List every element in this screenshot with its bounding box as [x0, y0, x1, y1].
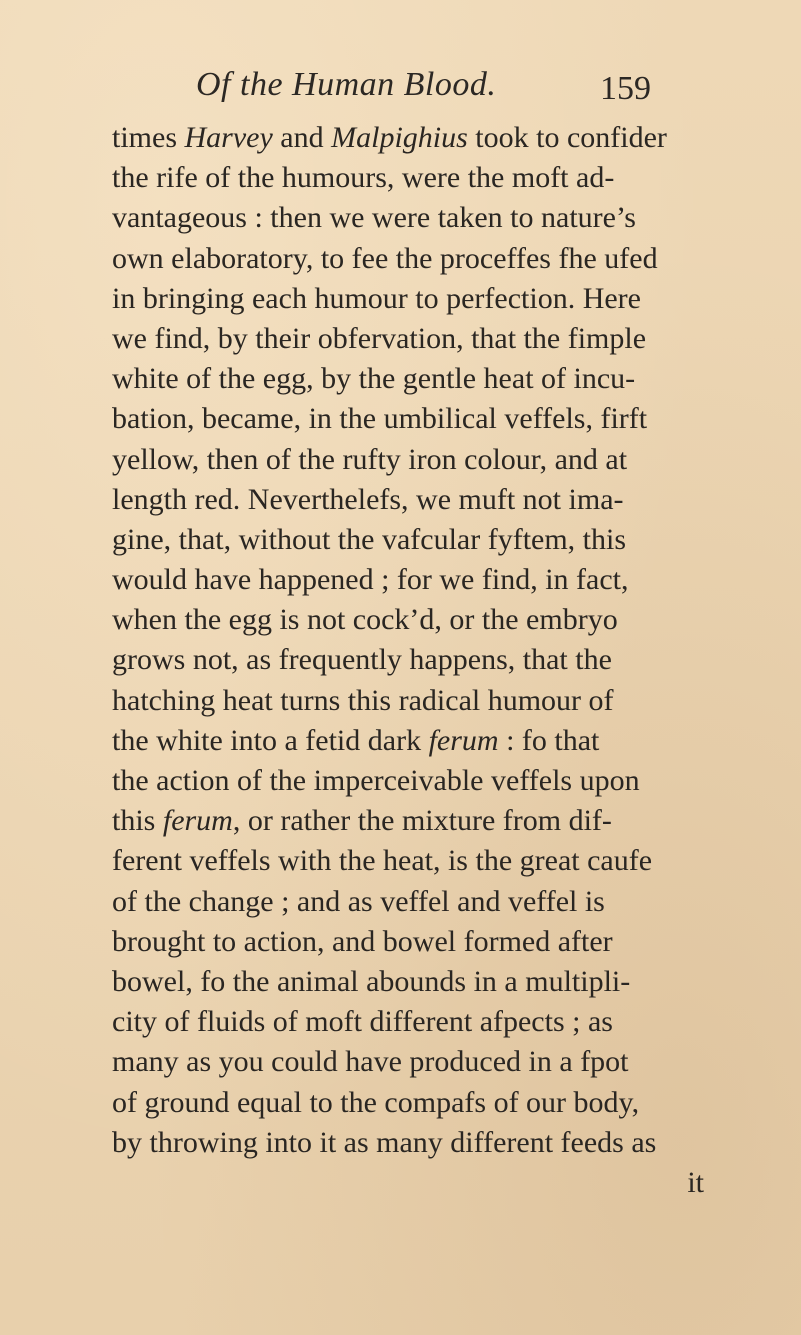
text-run: ferent veffels with the heat, is the great caufe	[112, 844, 653, 878]
text-line	[112, 962, 712, 1002]
italic-text-run: ferum	[428, 723, 499, 757]
text-line	[112, 640, 712, 680]
text-run: of the change ; and as veffel and veffel is	[112, 884, 605, 918]
catchword: it	[687, 1165, 704, 1199]
text-run: gine, that, without the vafcular fyftem, this	[112, 522, 627, 556]
text-line	[112, 841, 712, 881]
text-line	[112, 319, 712, 359]
text-run: vantageous : then we were taken to nature’s	[112, 201, 636, 235]
text-run: own elaboratory, to fee the proceffes fhe ufed	[112, 241, 658, 275]
text-run: bowel, fo the animal abounds in a multipli-	[112, 964, 631, 998]
text-line	[112, 721, 712, 761]
running-title: Of the Human Blood.	[196, 66, 497, 103]
page-number: 159	[600, 70, 651, 107]
text-run: took to confider	[467, 121, 667, 154]
text-run: , or rather the mixture from dif-	[232, 804, 612, 838]
text-line	[112, 279, 712, 319]
text-line	[112, 1123, 712, 1163]
text-run: bation, became, in the umbilical veffels, firft	[112, 402, 648, 436]
text-line	[112, 520, 712, 560]
text-line	[112, 882, 712, 922]
text-line	[112, 198, 712, 238]
text-line	[112, 399, 712, 439]
text-run: and	[272, 121, 332, 154]
text-run: brought to action, and bowel formed after	[112, 924, 613, 958]
text-line	[112, 440, 712, 480]
text-run: the action of the imperceivable veffels upon	[112, 764, 640, 797]
text-line	[112, 922, 712, 962]
text-line	[112, 1042, 712, 1082]
text-run: the white into a fetid dark	[112, 723, 429, 757]
text-line	[112, 480, 712, 520]
text-run: yellow, then of the rufty iron colour, and at	[112, 442, 628, 476]
text-run: this	[112, 804, 163, 838]
text-run: times	[112, 121, 185, 154]
text-run: white of the egg, by the gentle heat of incu-	[112, 362, 636, 396]
text-run: in bringing each humour to perfection. Here	[112, 281, 641, 315]
text-line	[112, 359, 712, 399]
italic-text-run: ferum	[162, 804, 233, 838]
text-line	[112, 761, 712, 801]
text-line	[112, 118, 712, 158]
text-run: when the egg is not cock’d, or the embryo	[112, 603, 618, 637]
text-line	[112, 681, 712, 721]
text-run: we find, by their obfervation, that the fimple	[112, 321, 647, 355]
italic-text-run: Harvey	[184, 121, 273, 154]
body-text	[112, 118, 712, 1203]
text-run: by throwing into it as many different feeds as	[112, 1125, 657, 1159]
text-run: many as you could have produced in a fpot	[112, 1045, 629, 1079]
text-line	[112, 1083, 712, 1123]
text-line	[112, 600, 712, 640]
text-run: grows not, as frequently happens, that the	[112, 643, 612, 677]
text-line	[112, 239, 712, 279]
text-run: city of fluids of moft different afpects ; as	[112, 1005, 613, 1039]
text-run: would have happened ; for we find, in fact,	[112, 563, 629, 597]
text-run: hatching heat turns this radical humour of	[112, 683, 614, 717]
text-run: length red. Neverthelefs, we muft not ima-	[112, 482, 624, 516]
text-line	[112, 1002, 712, 1042]
text-run: of ground equal to the compafs of our body,	[112, 1085, 640, 1119]
page-header	[0, 62, 801, 112]
text-line	[112, 158, 712, 198]
text-line	[112, 560, 712, 600]
text-run: : fo that	[498, 723, 600, 757]
italic-text-run: Malpighius	[331, 121, 468, 154]
text-run: the rife of the humours, were the moft ad-	[112, 161, 615, 195]
text-line	[112, 801, 712, 841]
